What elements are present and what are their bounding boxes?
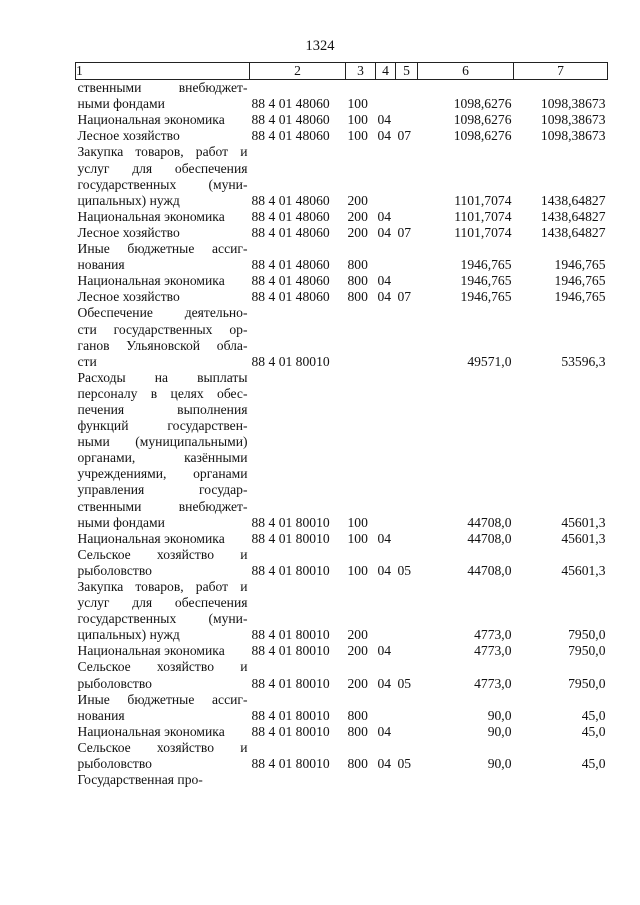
code-cell bbox=[250, 772, 346, 788]
expense-type-cell: 100 bbox=[347, 514, 368, 530]
table-row bbox=[76, 144, 608, 208]
subsection-cell: 07 bbox=[397, 289, 412, 305]
amount-col6-cell: 1098,6276 bbox=[453, 128, 512, 144]
amount-col6-cell: 1098,6276 bbox=[453, 96, 512, 112]
description-line: Сельское хозяйство и bbox=[77, 739, 248, 755]
amount-col6-cell: 90,0 bbox=[487, 723, 512, 739]
row-description bbox=[76, 659, 250, 691]
section-cell: 04 bbox=[377, 562, 392, 578]
amount-col7-cell: 45,0 bbox=[581, 707, 606, 723]
code-cell: 88 4 01 80010 bbox=[251, 723, 330, 739]
expense-type-cell: 800 bbox=[347, 723, 368, 739]
description-line: услуг для обеспечения bbox=[77, 595, 248, 611]
section-cell: 04 bbox=[377, 128, 392, 144]
expense-type-cell: 100 bbox=[347, 112, 368, 128]
section-cell: 04 bbox=[377, 643, 392, 659]
amount-col7-cell: 7950,0 bbox=[568, 643, 606, 659]
table-row bbox=[76, 692, 608, 724]
amount-col6-cell: 1101,7074 bbox=[454, 208, 512, 224]
table-row bbox=[76, 547, 608, 579]
description-line: нования bbox=[77, 707, 125, 723]
section-cell bbox=[376, 80, 396, 113]
description-line: Сельское хозяйство и bbox=[77, 546, 248, 562]
subsection-cell bbox=[396, 80, 418, 113]
description-line: Национальная экономика bbox=[77, 723, 225, 739]
expense-type-cell bbox=[346, 305, 376, 369]
subsection-cell bbox=[396, 144, 418, 208]
amount-col7-cell: 1098,38673 bbox=[540, 128, 606, 144]
amount-col7-cell bbox=[514, 772, 608, 788]
expense-type-cell: 200 bbox=[347, 208, 368, 224]
row-description bbox=[76, 724, 250, 740]
subsection-cell bbox=[396, 273, 418, 289]
amount-col7-cell: 1946,765 bbox=[554, 273, 606, 289]
expense-type-cell: 800 bbox=[347, 289, 368, 305]
description-line: Национальная экономика bbox=[77, 643, 225, 659]
subsection-cell bbox=[396, 579, 418, 643]
header-col-3: 3 bbox=[346, 63, 376, 80]
section-cell bbox=[376, 772, 396, 788]
expense-type-cell: 200 bbox=[347, 675, 368, 691]
subsection-cell bbox=[396, 772, 418, 788]
header-col-7: 7 bbox=[514, 63, 608, 80]
amount-col6-cell: 1946,765 bbox=[460, 273, 512, 289]
code-cell: 88 4 01 48060 bbox=[251, 192, 330, 208]
row-description bbox=[76, 273, 250, 289]
description-line: управления государ- bbox=[77, 482, 248, 498]
description-line: Национальная экономика bbox=[77, 208, 225, 224]
page-number: 1324 bbox=[305, 38, 335, 54]
section-cell bbox=[376, 692, 396, 724]
description-line: ципальных) нужд bbox=[77, 192, 180, 208]
description-line: рыболовство bbox=[77, 756, 152, 772]
table-row bbox=[76, 289, 608, 305]
subsection-cell bbox=[396, 112, 418, 128]
row-description bbox=[76, 289, 250, 305]
header-col-2: 2 bbox=[250, 63, 346, 80]
amount-col7-cell: 45,0 bbox=[581, 756, 606, 772]
section-cell bbox=[376, 370, 396, 531]
code-cell: 88 4 01 80010 bbox=[251, 530, 330, 546]
header-col-5: 5 bbox=[396, 63, 418, 80]
description-line: Обеспечение деятельно- bbox=[77, 305, 248, 321]
section-cell bbox=[376, 579, 396, 643]
code-cell: 88 4 01 48060 bbox=[251, 208, 330, 224]
expense-type-cell: 800 bbox=[347, 257, 368, 273]
description-line: функций государствен- bbox=[77, 418, 248, 434]
amount-col7-cell: 1098,38673 bbox=[540, 112, 606, 128]
code-cell: 88 4 01 48060 bbox=[251, 128, 330, 144]
amount-col7-cell: 53596,3 bbox=[561, 353, 606, 369]
description-line: Лесное хозяйство bbox=[77, 224, 180, 240]
code-cell: 88 4 01 80010 bbox=[251, 562, 330, 578]
table-row bbox=[76, 579, 608, 643]
code-cell: 88 4 01 48060 bbox=[251, 273, 330, 289]
description-line: Сельское хозяйство и bbox=[77, 659, 248, 675]
section-cell: 04 bbox=[377, 289, 392, 305]
description-line: Национальная экономика bbox=[77, 112, 225, 128]
code-cell: 88 4 01 80010 bbox=[251, 675, 330, 691]
description-line: ными (муниципальными) bbox=[77, 434, 248, 450]
description-line: печения выполнения bbox=[77, 401, 248, 417]
table-row bbox=[76, 112, 608, 128]
subsection-cell: 07 bbox=[397, 128, 412, 144]
subsection-cell bbox=[396, 305, 418, 369]
description-line: Национальная экономика bbox=[77, 273, 225, 289]
section-cell: 04 bbox=[377, 224, 392, 240]
table-row bbox=[76, 209, 608, 225]
header-col-1: 1 bbox=[76, 63, 250, 80]
row-description bbox=[76, 241, 250, 273]
subsection-cell bbox=[396, 370, 418, 531]
row-description bbox=[76, 144, 250, 208]
subsection-cell: 05 bbox=[397, 562, 412, 578]
amount-col6-cell: 1098,6276 bbox=[453, 112, 512, 128]
expense-type-cell: 200 bbox=[347, 224, 368, 240]
description-line: Закупка товаров, работ и bbox=[77, 144, 248, 160]
amount-col7-cell: 45601,3 bbox=[561, 530, 606, 546]
row-description bbox=[76, 547, 250, 579]
description-line: нования bbox=[77, 257, 125, 273]
code-cell: 88 4 01 48060 bbox=[251, 257, 330, 273]
description-line: государственных (муни- bbox=[77, 176, 248, 192]
amount-col6-cell: 90,0 bbox=[487, 756, 512, 772]
amount-col7-cell: 1946,765 bbox=[554, 289, 606, 305]
amount-col7-cell: 1438,64827 bbox=[540, 224, 606, 240]
row-description bbox=[76, 209, 250, 225]
header-col-6: 6 bbox=[418, 63, 514, 80]
expense-type-cell: 100 bbox=[347, 128, 368, 144]
description-line: органами, казёнными bbox=[77, 450, 248, 466]
amount-col7-cell: 1946,765 bbox=[554, 257, 606, 273]
description-line: ственными внебюджет- bbox=[77, 498, 248, 514]
amount-col6-cell: 90,0 bbox=[487, 707, 512, 723]
subsection-cell bbox=[396, 241, 418, 273]
subsection-cell bbox=[396, 643, 418, 659]
table-row bbox=[76, 370, 608, 531]
expense-type-cell: 100 bbox=[347, 96, 368, 112]
section-cell bbox=[376, 241, 396, 273]
description-line: ципальных) нужд bbox=[77, 627, 180, 643]
description-line: сти bbox=[77, 353, 97, 369]
amount-col6-cell: 44708,0 bbox=[467, 530, 512, 546]
row-description bbox=[76, 128, 250, 144]
table-row bbox=[76, 643, 608, 659]
expense-type-cell: 200 bbox=[347, 643, 368, 659]
description-line: государственных (муни- bbox=[77, 611, 248, 627]
amount-col6-cell: 4773,0 bbox=[474, 675, 512, 691]
row-description bbox=[76, 112, 250, 128]
amount-col6-cell: 49571,0 bbox=[467, 353, 512, 369]
description-line: сти государственных ор- bbox=[77, 321, 248, 337]
code-cell: 88 4 01 80010 bbox=[251, 756, 330, 772]
row-description bbox=[76, 579, 250, 643]
amount-col6-cell: 1946,765 bbox=[460, 257, 512, 273]
description-line: Национальная экономика bbox=[77, 530, 225, 546]
expense-type-cell: 800 bbox=[347, 756, 368, 772]
table-row bbox=[76, 531, 608, 547]
table-row bbox=[76, 128, 608, 144]
subsection-cell bbox=[396, 692, 418, 724]
description-line: Иные бюджетные ассиг- bbox=[77, 691, 248, 707]
row-description bbox=[76, 643, 250, 659]
expense-type-cell: 100 bbox=[347, 530, 368, 546]
row-description bbox=[76, 370, 250, 531]
row-description bbox=[76, 692, 250, 724]
row-description bbox=[76, 740, 250, 772]
table-row bbox=[76, 659, 608, 691]
expense-type-cell: 800 bbox=[347, 273, 368, 289]
section-cell: 04 bbox=[377, 112, 392, 128]
description-line: Государственная про- bbox=[77, 772, 203, 788]
amount-col6-cell: 1946,765 bbox=[460, 289, 512, 305]
table-row bbox=[76, 740, 608, 772]
description-line: ственными внебюджет- bbox=[77, 80, 248, 96]
description-line: рыболовство bbox=[77, 675, 152, 691]
amount-col7-cell: 7950,0 bbox=[568, 627, 606, 643]
code-cell: 88 4 01 80010 bbox=[251, 627, 330, 643]
amount-col6-cell: 4773,0 bbox=[474, 643, 512, 659]
amount-col6-cell: 1101,7074 bbox=[454, 192, 512, 208]
code-cell: 88 4 01 80010 bbox=[251, 514, 330, 530]
code-cell: 88 4 01 48060 bbox=[251, 224, 330, 240]
code-cell: 88 4 01 48060 bbox=[251, 96, 330, 112]
description-line: учреждениями, органами bbox=[77, 466, 248, 482]
subsection-cell: 05 bbox=[397, 675, 412, 691]
amount-col7-cell: 45601,3 bbox=[561, 514, 606, 530]
amount-col7-cell: 1438,64827 bbox=[540, 192, 606, 208]
subsection-cell: 07 bbox=[397, 224, 412, 240]
subsection-cell bbox=[396, 209, 418, 225]
section-cell: 04 bbox=[377, 273, 392, 289]
amount-col7-cell: 7950,0 bbox=[568, 675, 606, 691]
description-line: рыболовство bbox=[77, 562, 152, 578]
expense-type-cell: 800 bbox=[347, 707, 368, 723]
amount-col6-cell: 4773,0 bbox=[474, 627, 512, 643]
row-description bbox=[76, 80, 250, 113]
code-cell: 88 4 01 48060 bbox=[251, 112, 330, 128]
code-cell: 88 4 01 80010 bbox=[251, 707, 330, 723]
table-row bbox=[76, 273, 608, 289]
description-line: Расходы на выплаты bbox=[77, 369, 248, 385]
amount-col7-cell: 1098,38673 bbox=[540, 96, 606, 112]
expense-type-cell: 200 bbox=[347, 192, 368, 208]
table-header-row bbox=[76, 63, 608, 80]
description-line: ганов Ульяновской обла- bbox=[77, 337, 248, 353]
description-line: ными фондами bbox=[77, 514, 165, 530]
header-col-4: 4 bbox=[376, 63, 396, 80]
subsection-cell bbox=[396, 724, 418, 740]
amount-col7-cell: 1438,64827 bbox=[540, 208, 606, 224]
description-line: Закупка товаров, работ и bbox=[77, 579, 248, 594]
section-cell bbox=[376, 144, 396, 208]
budget-table bbox=[75, 62, 608, 788]
table-row bbox=[76, 305, 608, 369]
row-description bbox=[76, 225, 250, 241]
expense-type-cell bbox=[346, 772, 376, 788]
code-cell: 88 4 01 80010 bbox=[251, 643, 330, 659]
table-row bbox=[76, 772, 608, 788]
amount-col6-cell bbox=[418, 772, 514, 788]
code-cell: 88 4 01 80010 bbox=[251, 353, 330, 369]
description-line: персоналу в целях обес- bbox=[77, 385, 248, 401]
table-row bbox=[76, 80, 608, 113]
amount-col6-cell: 44708,0 bbox=[467, 562, 512, 578]
description-line: Иные бюджетные ассиг- bbox=[77, 241, 248, 257]
section-cell: 04 bbox=[377, 723, 392, 739]
section-cell: 04 bbox=[377, 756, 392, 772]
expense-type-cell: 100 bbox=[347, 562, 368, 578]
table-row bbox=[76, 225, 608, 241]
row-description bbox=[76, 531, 250, 547]
subsection-cell: 05 bbox=[397, 756, 412, 772]
description-line: Лесное хозяйство bbox=[77, 128, 180, 144]
table-row bbox=[76, 724, 608, 740]
table-row bbox=[76, 241, 608, 273]
section-cell: 04 bbox=[377, 675, 392, 691]
section-cell: 04 bbox=[377, 208, 392, 224]
description-line: услуг для обеспечения bbox=[77, 160, 248, 176]
expense-type-cell: 200 bbox=[347, 627, 368, 643]
amount-col7-cell: 45,0 bbox=[581, 723, 606, 739]
subsection-cell bbox=[396, 531, 418, 547]
code-cell: 88 4 01 48060 bbox=[251, 289, 330, 305]
amount-col7-cell: 45601,3 bbox=[561, 562, 606, 578]
amount-col6-cell: 1101,7074 bbox=[454, 224, 512, 240]
section-cell bbox=[376, 305, 396, 369]
row-description bbox=[76, 305, 250, 369]
description-line: ными фондами bbox=[77, 96, 165, 112]
section-cell: 04 bbox=[377, 530, 392, 546]
row-description bbox=[76, 772, 250, 788]
amount-col6-cell: 44708,0 bbox=[467, 514, 512, 530]
description-line: Лесное хозяйство bbox=[77, 289, 180, 305]
